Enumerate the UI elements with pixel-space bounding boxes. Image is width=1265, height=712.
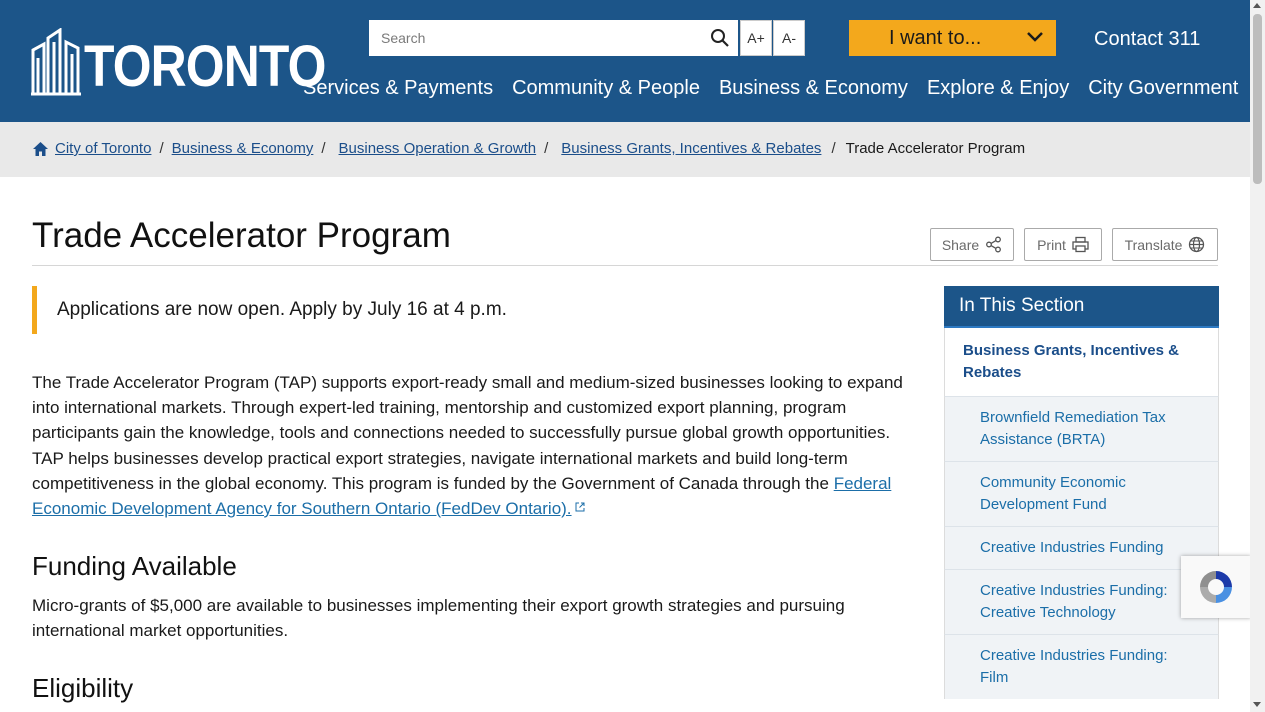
- sidebar-parent-link[interactable]: Business Grants, Incentives & Rebates: [944, 328, 1219, 396]
- breadcrumb-business-operation-growth[interactable]: Business Operation & Growth: [338, 140, 537, 157]
- breadcrumb-business-grants[interactable]: Business Grants, Incentives & Rebates: [561, 140, 822, 157]
- print-label: Print: [1037, 236, 1066, 253]
- city-hall-icon: [30, 28, 82, 96]
- contact-311-link[interactable]: Contact 311: [1094, 28, 1201, 50]
- scroll-down-arrow-icon[interactable]: [1253, 702, 1261, 707]
- font-decrease-button[interactable]: A-: [773, 20, 805, 56]
- funding-text: Micro-grants of $5,000 are available to businesses implementing their export growth strategies and pursuing international market opportunities.: [32, 596, 845, 641]
- share-label: Share: [941, 236, 980, 253]
- print-icon: [1072, 236, 1089, 253]
- title-divider: [32, 265, 1218, 266]
- breadcrumb-separator: /: [321, 140, 326, 157]
- nav-explore-enjoy[interactable]: Explore & Enjoy: [926, 77, 1070, 99]
- font-increase-button[interactable]: A+: [740, 20, 772, 56]
- breadcrumb-separator: /: [831, 140, 836, 157]
- sidebar-item-creative-technology[interactable]: Creative Industries Funding: Creative Technology: [944, 569, 1219, 634]
- breadcrumb-business-economy[interactable]: Business & Economy: [171, 140, 314, 157]
- feddev-ontario-link[interactable]: Federal Economic Development Agency for Southern Ontario (FedDev Ontario).: [32, 473, 892, 519]
- sidebar-heading: In This Section: [944, 286, 1219, 328]
- home-icon: [32, 141, 49, 157]
- breadcrumb: [32, 140, 1025, 157]
- external-link-icon: [575, 502, 585, 512]
- search-box: [369, 20, 738, 56]
- breadcrumb-bar: [0, 122, 1250, 177]
- nav-community-people[interactable]: Community & People: [512, 77, 700, 99]
- share-icon: [985, 236, 1002, 253]
- print-button[interactable]: [1024, 228, 1102, 261]
- nav-business-economy[interactable]: Business & Economy: [718, 77, 908, 99]
- breadcrumb-separator: /: [544, 140, 549, 157]
- recaptcha-badge[interactable]: [1181, 556, 1251, 618]
- alert-text: Applications are now open. Apply by July 16 at 4 p.m.: [57, 299, 507, 320]
- logo-wordmark: TORONTO: [84, 34, 326, 99]
- sidebar-item-brownfield[interactable]: Brownfield Remediation Tax Assistance (BRTA): [944, 396, 1219, 461]
- page-title: Trade Accelerator Program: [32, 216, 451, 255]
- sidebar-item-film[interactable]: Creative Industries Funding: Film: [944, 634, 1219, 699]
- breadcrumb-separator: /: [159, 140, 164, 157]
- site-header: [0, 0, 1250, 122]
- recaptcha-icon: [1195, 566, 1237, 608]
- breadcrumb-city-of-toronto[interactable]: City of Toronto: [55, 140, 152, 157]
- translate-label: Translate: [1124, 236, 1183, 253]
- funding-heading: Funding Available: [32, 551, 237, 581]
- nav-services-payments[interactable]: Services & Payments: [303, 77, 494, 99]
- sidebar-item-creative-industries[interactable]: Creative Industries Funding: [944, 526, 1219, 569]
- application-alert: [32, 286, 902, 334]
- search-icon[interactable]: [710, 28, 730, 48]
- breadcrumb-current: Trade Accelerator Program: [845, 140, 1026, 157]
- chevron-down-icon: [1026, 30, 1044, 44]
- sidebar-item-community-economic[interactable]: Community Economic Development Fund: [944, 461, 1219, 526]
- in-this-section-sidebar: [944, 286, 1219, 699]
- main-navigation: [303, 77, 1257, 100]
- search-input[interactable]: [369, 22, 703, 54]
- intro-text: The Trade Accelerator Program (TAP) supports export-ready small and medium-sized businesses looking to expand into international markets. Through expert-led training, mentorship and customized export planning, program participants gain the knowledge, tools and connections needed to successfully pursue global growth opportunities. TAP helps businesses develop practical export strategies, navigate international markets and build long-term competitiveness in the global economy. This program is funded by the Government of Canada through the: [32, 373, 903, 493]
- nav-city-government[interactable]: City Government: [1088, 77, 1239, 99]
- i-want-to-label: I want to...: [889, 26, 982, 49]
- scrollbar-thumb[interactable]: [1253, 14, 1262, 184]
- i-want-to-dropdown[interactable]: [849, 20, 1056, 56]
- translate-button[interactable]: [1112, 228, 1218, 261]
- intro-paragraph: [32, 370, 912, 521]
- eligibility-heading: Eligibility: [32, 673, 134, 703]
- globe-icon: [1188, 236, 1205, 253]
- scroll-up-arrow-icon[interactable]: [1253, 3, 1261, 8]
- share-button[interactable]: [930, 228, 1014, 261]
